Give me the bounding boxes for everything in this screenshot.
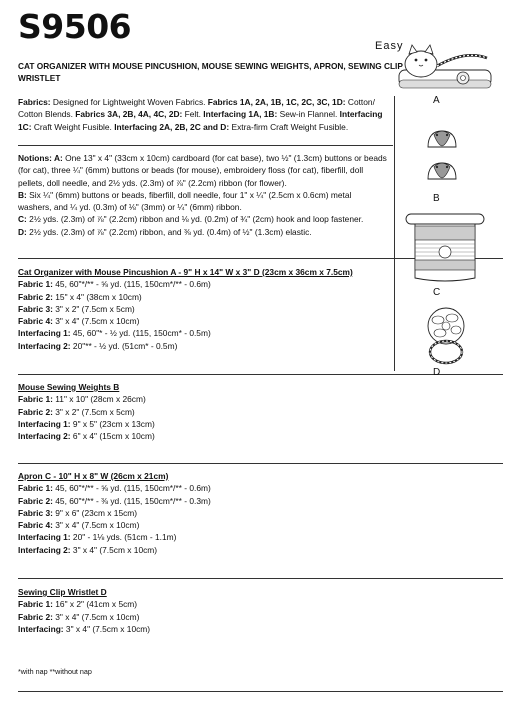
cat-organizer-illustration: [395, 40, 500, 95]
title-line-2: WRISTLET: [18, 73, 61, 83]
difficulty-label: Easy: [375, 40, 404, 52]
section-heading: Mouse Sewing Weights B: [18, 382, 120, 392]
section-cat-organizer: Cat Organizer with Mouse Pincushion A - 9" H x 14" W x 3" D (23cm x 36cm x 7.5cm) Fabric 1: 45, 60"*/** - ⅝ yd. (115, 150cm*/** - 0.6m) Fabric 2: 15" x 4" (38cm x 10cm) Fabric 3: 3" x 2" (7.5cm x 5cm) Fabric 4: 3" x 4" (7.5cm x 10cm) Interfacing 1: 45, 60"* - ½ yd. (115, 150cm* - 0.5m) Interfacing 2: 20"** - ½ yd. (51cm* - 0.5m): [18, 266, 393, 352]
column-divider: [394, 96, 395, 371]
section-heading: Apron C - 10" H x 8" W (26cm x 21cm): [18, 471, 169, 481]
title-line-1: CAT ORGANIZER WITH MOUSE PINCUSHION, MOUSE SEWING WEIGHTS, APRON, SEWING CLIP: [18, 61, 403, 71]
pattern-number: S9506: [18, 7, 132, 46]
divider: [18, 691, 503, 692]
divider: [18, 463, 503, 464]
mouse-weights-illustration: [422, 125, 462, 190]
pattern-title: [18, 60, 403, 84]
figure-label-b: B: [433, 193, 440, 204]
fabrics-label: Fabrics:: [18, 97, 51, 107]
notions-label: Notions: A:: [18, 153, 63, 163]
footnote: *with nap **without nap: [18, 667, 92, 676]
divider: [18, 145, 393, 146]
divider: [18, 374, 503, 375]
section-apron: Apron C - 10" H x 8" W (26cm x 21cm) Fabric 1: 45, 60"*/** - ⅝ yd. (115, 150cm*/** - 0.6m) Fabric 2: 45, 60"*/** - ⅜ yd. (115, 150cm*/** - 0.3m) Fabric 3: 9" x 6" (23cm x 15cm) Fabric 4: 3" x 4" (7.5cm x 10cm) Interfacing 1: 20" - 1⅛ yds. (51cm - 1.1m) Interfacing 2: 3" x 4" (7.5cm x 10cm): [18, 470, 393, 556]
section-mouse-weights: Mouse Sewing Weights B Fabric 1: 11" x 10" (28cm x 26cm) Fabric 2: 3" x 2" (7.5cm x 5cm) Interfacing 1: 9" x 5" (23cm x 13cm) Interfacing 2: 6" x 4" (15cm x 10cm): [18, 381, 393, 442]
section-heading: Sewing Clip Wristlet D: [18, 587, 107, 597]
fabrics-block: Fabrics: Designed for Lightweight Woven Fabrics. Fabrics 1A, 2A, 1B, 1C, 2C, 3C, 1D: Cotton/ Cotton Blends. Fabrics 3A, 2B, 4A, 4C, 2D: Felt. Interfacing 1A, 1B: Sew-in Flannel. Interfacing 1C: Craft Weight Fusible. Interfacing 2A, 2B, 2C and D: Extra-firm Craft Weight Fusible.: [18, 97, 383, 132]
figure-label-a: A: [433, 95, 440, 106]
section-wristlet: Sewing Clip Wristlet D Fabric 1: 16" x 2" (41cm x 5cm) Fabric 2: 3" x 4" (7.5cm x 10cm) Interfacing: 3" x 4" (7.5cm x 10cm): [18, 586, 393, 635]
figure-label-d: D: [433, 367, 441, 378]
figure-label-c: C: [433, 287, 441, 298]
notions-block: Notions: A: One 13" x 4" (33cm x 10cm) cardboard (for cat base), two ½" (1.3cm) buttons or beads (for cat), three ¼" (6mm) buttons or beads (for mouse), embroidery floss (for cat), fiberfill, doll pellets, doll needle, and 2½ yds. (2.3m) of ⅞" (2.2cm) ribbon (for flower). B: Six ¼" (6mm) buttons or beads, fiberfill, doll needle, four 1" x ¼" (2.5cm x 0.6cm) metal washers, and ¼ yd. (0.3m) of ⅛" (3mm) or ¼" (6mm) ribbon. C: 2½ yds. (2.3m) of ⅞" (2.2cm) ribbon and ⅛ yd. (0.2m) of ¾" (2cm) hook and loop fastener. D: 2½ yds. (2.3m) of ⅞" (2.2cm) ribbon, and ⅜ yd. (0.4m) of ½" (1.3cm) elastic.: [18, 153, 387, 237]
wristlet-illustration: [420, 306, 472, 366]
divider: [18, 578, 503, 579]
apron-illustration: [405, 212, 485, 284]
section-heading: Cat Organizer with Mouse Pincushion A - 9" H x 14" W x 3" D (23cm x 36cm x 7.5cm): [18, 267, 353, 277]
